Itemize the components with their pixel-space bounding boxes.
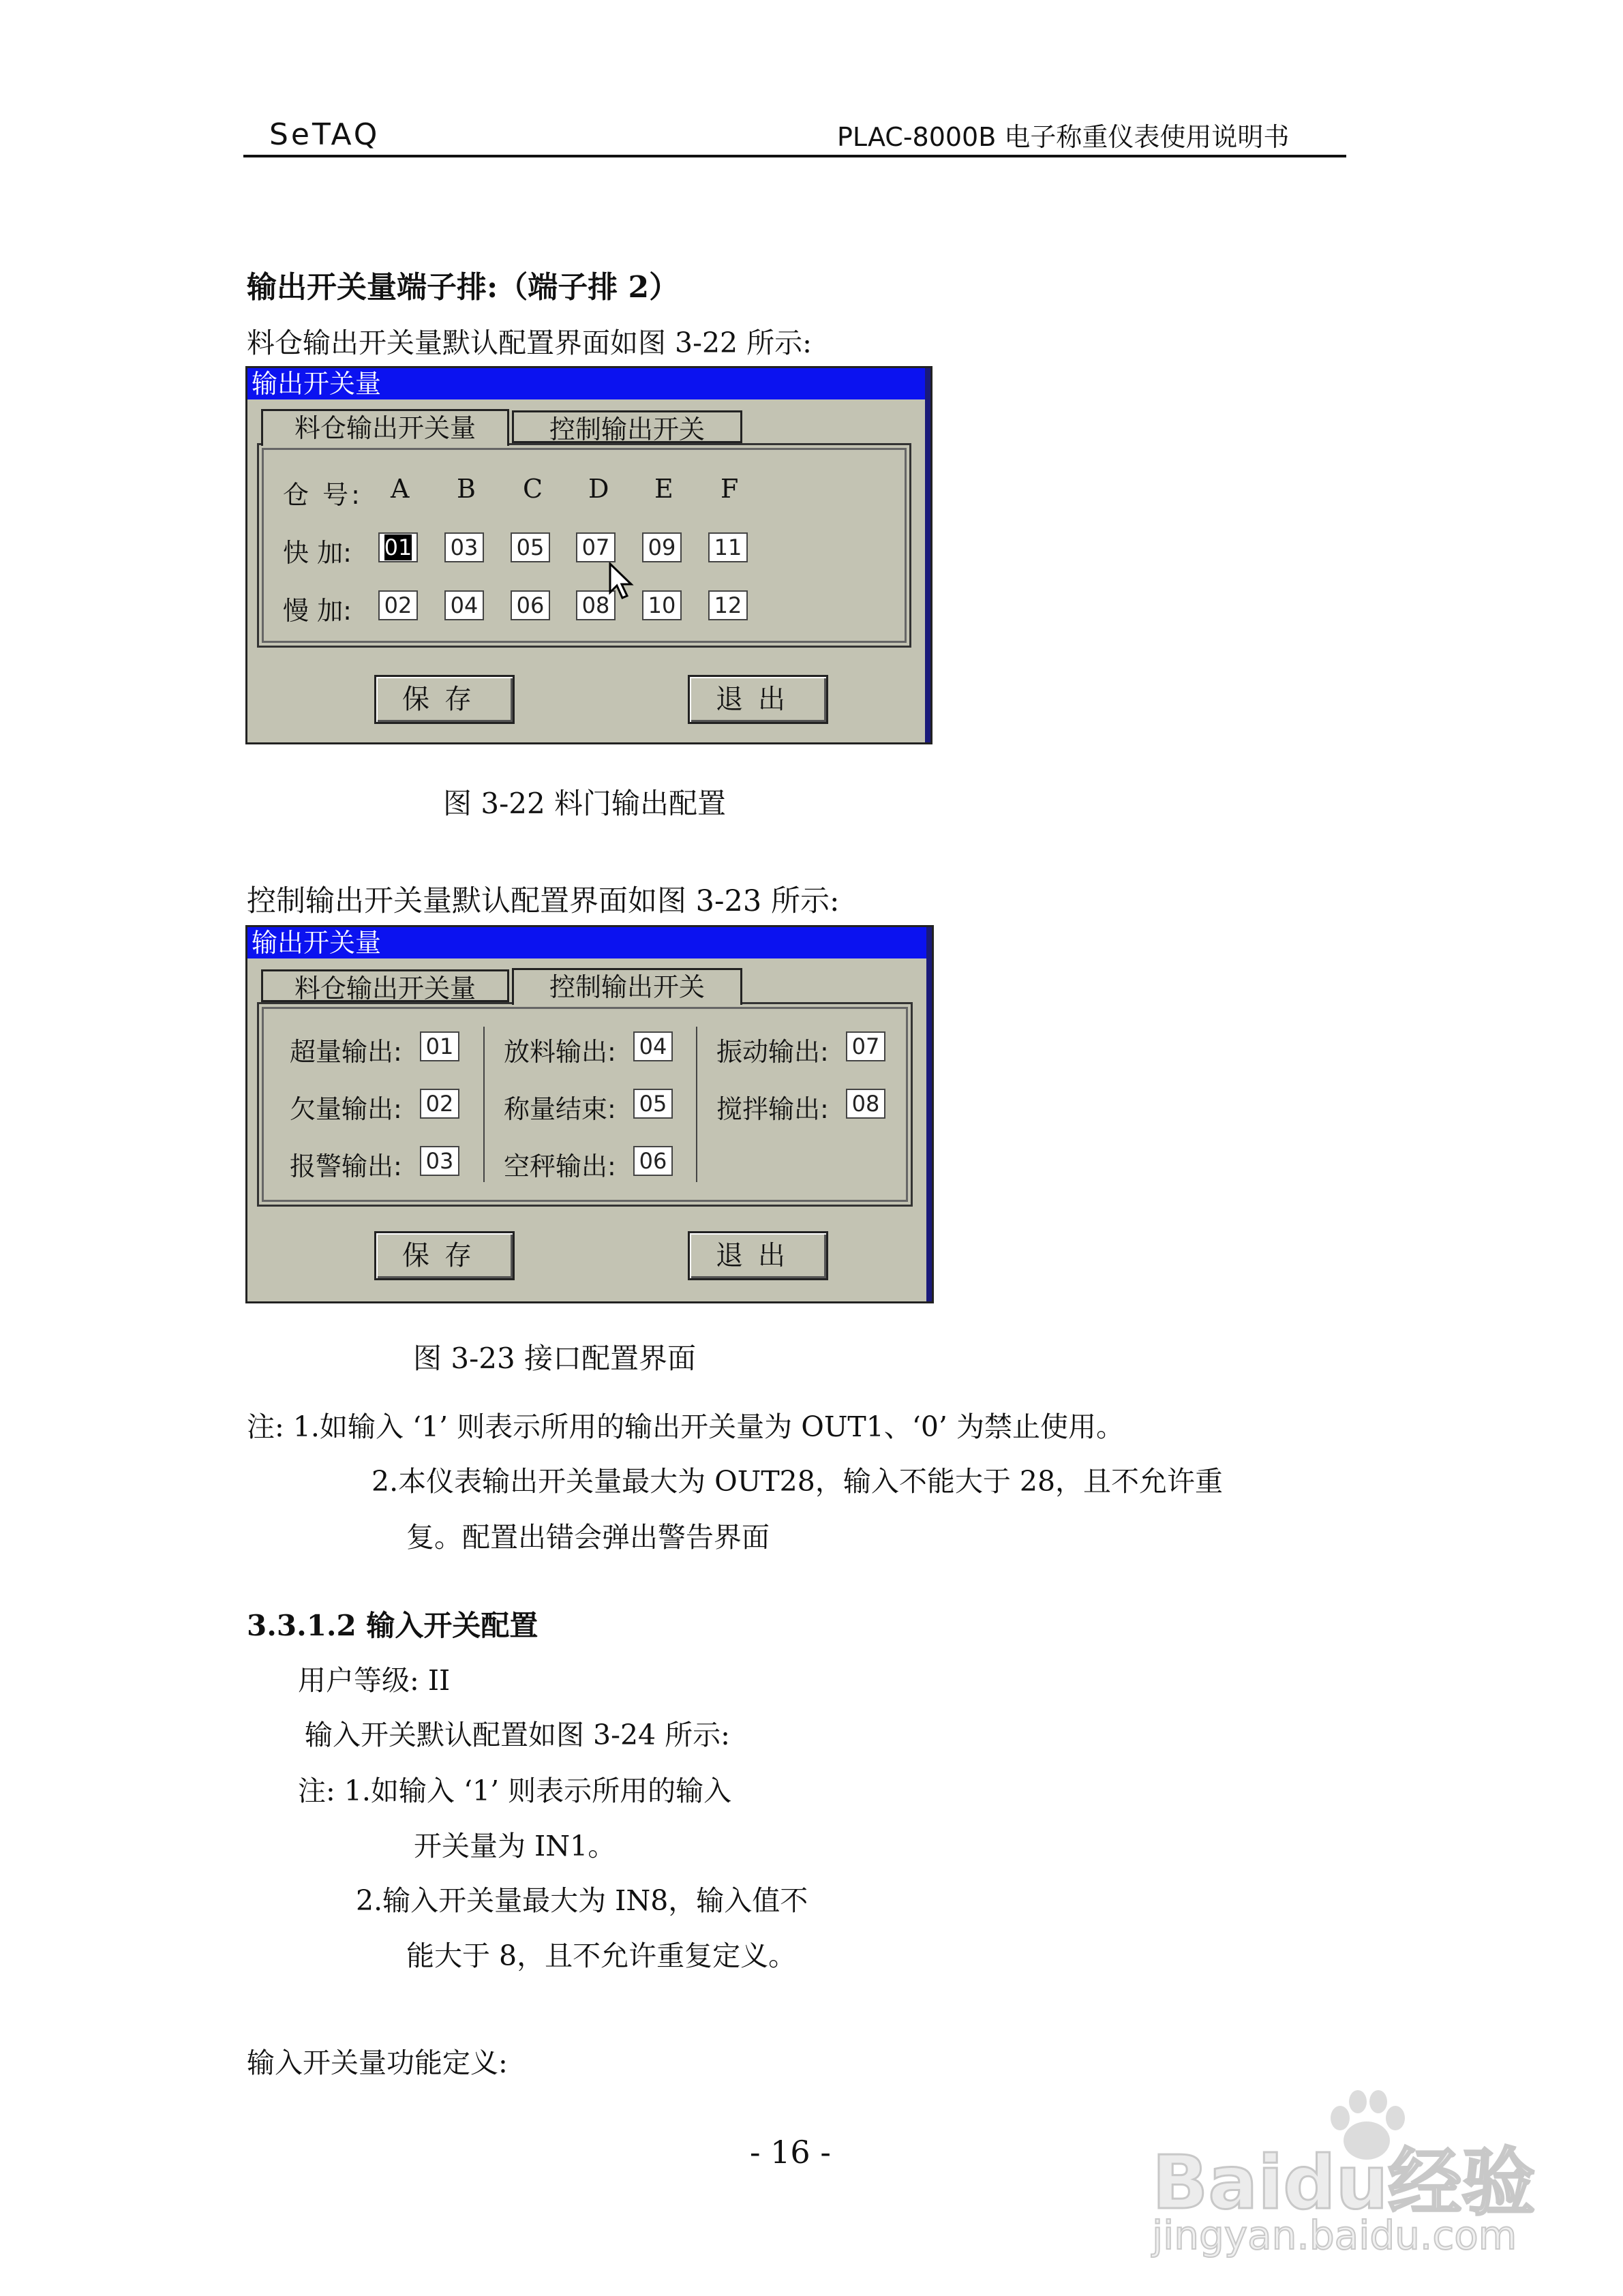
column-divider — [696, 1027, 697, 1182]
discharge-output-label: 放料输出: — [504, 1037, 616, 1067]
stirring-output-input[interactable]: 08 — [846, 1089, 885, 1119]
bin-b: B — [457, 474, 476, 504]
user-level: 用户等级: II — [298, 1664, 451, 1697]
vibration-output-input[interactable]: 07 — [846, 1031, 885, 1061]
weighing-end-input[interactable]: 05 — [633, 1089, 673, 1119]
slow-f-input[interactable]: 12 — [708, 590, 748, 620]
watermark-line-2: jingyan.baidu.com — [1152, 2212, 1517, 2259]
note-3-line-2: 开关量为 IN1。 — [414, 1830, 616, 1862]
input-function-heading: 输入开关量功能定义: — [247, 2046, 508, 2079]
fast-b-input[interactable]: 03 — [444, 532, 484, 562]
note-4-line-1: 2.输入开关量最大为 IN8，输入值不 — [356, 1884, 808, 1917]
slow-d-input[interactable]: 08 — [576, 590, 616, 620]
tab-bin-output[interactable]: 料仓输出开关量 — [261, 969, 509, 1002]
fast-a-input[interactable]: 01 — [378, 532, 418, 562]
bin-a: A — [391, 474, 410, 504]
section-input-title: 3.3.1.2 输入开关配置 — [247, 1609, 539, 1642]
alarm-output-label: 报警输出: — [290, 1151, 402, 1181]
dialog-bin-output — [245, 366, 932, 744]
dialog-control-output — [245, 925, 934, 1303]
note-4-line-2: 能大于 8，且不允许重复定义。 — [406, 1939, 797, 1972]
column-divider — [483, 1027, 485, 1182]
exit-button[interactable]: 退出 — [688, 1231, 828, 1280]
watermark-line-1: Baidu经验 — [1152, 2141, 1536, 2226]
intro-text-2: 控制输出开关量默认配置界面如图 3-23 所示: — [247, 884, 840, 918]
bin-e: E — [654, 474, 673, 504]
dialog-side-bar — [925, 368, 930, 742]
save-button[interactable]: 保存 — [374, 1231, 515, 1280]
tab-bin-output[interactable]: 料仓输出开关量 — [261, 409, 509, 446]
page-number: - 16 - — [750, 2134, 831, 2171]
dialog-title: 输出开关量 — [247, 927, 932, 958]
fast-f-input[interactable]: 11 — [708, 532, 748, 562]
header-rule — [243, 155, 1346, 157]
fast-d-input[interactable]: 07 — [576, 532, 616, 562]
dialog-side-bar — [926, 927, 932, 1301]
bin-d: D — [588, 474, 609, 504]
fast-c-input[interactable]: 05 — [511, 532, 550, 562]
slow-b-input[interactable]: 04 — [444, 590, 484, 620]
vibration-output-label: 振动输出: — [716, 1037, 829, 1067]
note-1: 注: 1.如输入 ‘1’ 则表示所用的输出开关量为 OUT1、‘0’ 为禁止使用。 — [247, 1410, 1124, 1443]
discharge-output-input[interactable]: 04 — [633, 1031, 673, 1061]
fast-e-input[interactable]: 09 — [642, 532, 682, 562]
note-2-line-1: 2.本仪表输出开关量最大为 OUT28，输入不能大于 28，且不允许重 — [371, 1465, 1224, 1498]
note-3-line-1: 注: 1.如输入 ‘1’ 则表示所用的输入 — [298, 1774, 732, 1807]
stirring-output-label: 搅拌输出: — [716, 1094, 829, 1124]
note-2-line-2: 复。配置出错会弹出警告界面 — [406, 1521, 770, 1554]
bin-c: C — [523, 474, 543, 504]
underweight-output-input[interactable]: 02 — [420, 1089, 459, 1119]
dialog-title: 输出开关量 — [247, 368, 930, 399]
fast-add-label: 快 加: — [283, 538, 352, 568]
slow-e-input[interactable]: 10 — [642, 590, 682, 620]
tab-control-output[interactable]: 控制输出开关 — [512, 410, 742, 443]
mouse-pointer-icon — [609, 562, 636, 603]
intro-text-1: 料仓输出开关量默认配置界面如图 3-22 所示: — [247, 327, 812, 359]
slow-c-input[interactable]: 06 — [511, 590, 550, 620]
tab-control-output[interactable]: 控制输出开关 — [512, 968, 742, 1005]
exit-button[interactable]: 退出 — [688, 675, 828, 724]
intro-text-3: 输入开关默认配置如图 3-24 所示: — [305, 1719, 730, 1751]
figure-caption-3-22: 图 3-22 料门输出配置 — [443, 787, 727, 820]
overweight-output-input[interactable]: 01 — [420, 1031, 459, 1061]
alarm-output-input[interactable]: 03 — [420, 1146, 459, 1176]
figure-caption-3-23: 图 3-23 接口配置界面 — [413, 1342, 697, 1375]
bin-f: F — [721, 474, 739, 504]
underweight-output-label: 欠量输出: — [290, 1094, 402, 1124]
empty-scale-output-label: 空秤输出: — [504, 1151, 616, 1181]
overweight-output-label: 超量输出: — [290, 1037, 402, 1067]
weighing-end-label: 称量结束: — [504, 1094, 616, 1124]
header-brand: SeTAQ — [269, 117, 380, 152]
empty-scale-output-input[interactable]: 06 — [633, 1146, 673, 1176]
slow-add-label: 慢 加: — [283, 596, 352, 626]
section-output-title: 输出开关量端子排:（端子排 2） — [247, 270, 680, 305]
bin-number-label: 仓 号: — [283, 480, 363, 510]
slow-a-input[interactable]: 02 — [378, 590, 418, 620]
header-doc-title: PLAC-8000B 电子称重仪表使用说明书 — [837, 122, 1290, 152]
save-button[interactable]: 保存 — [374, 675, 515, 724]
